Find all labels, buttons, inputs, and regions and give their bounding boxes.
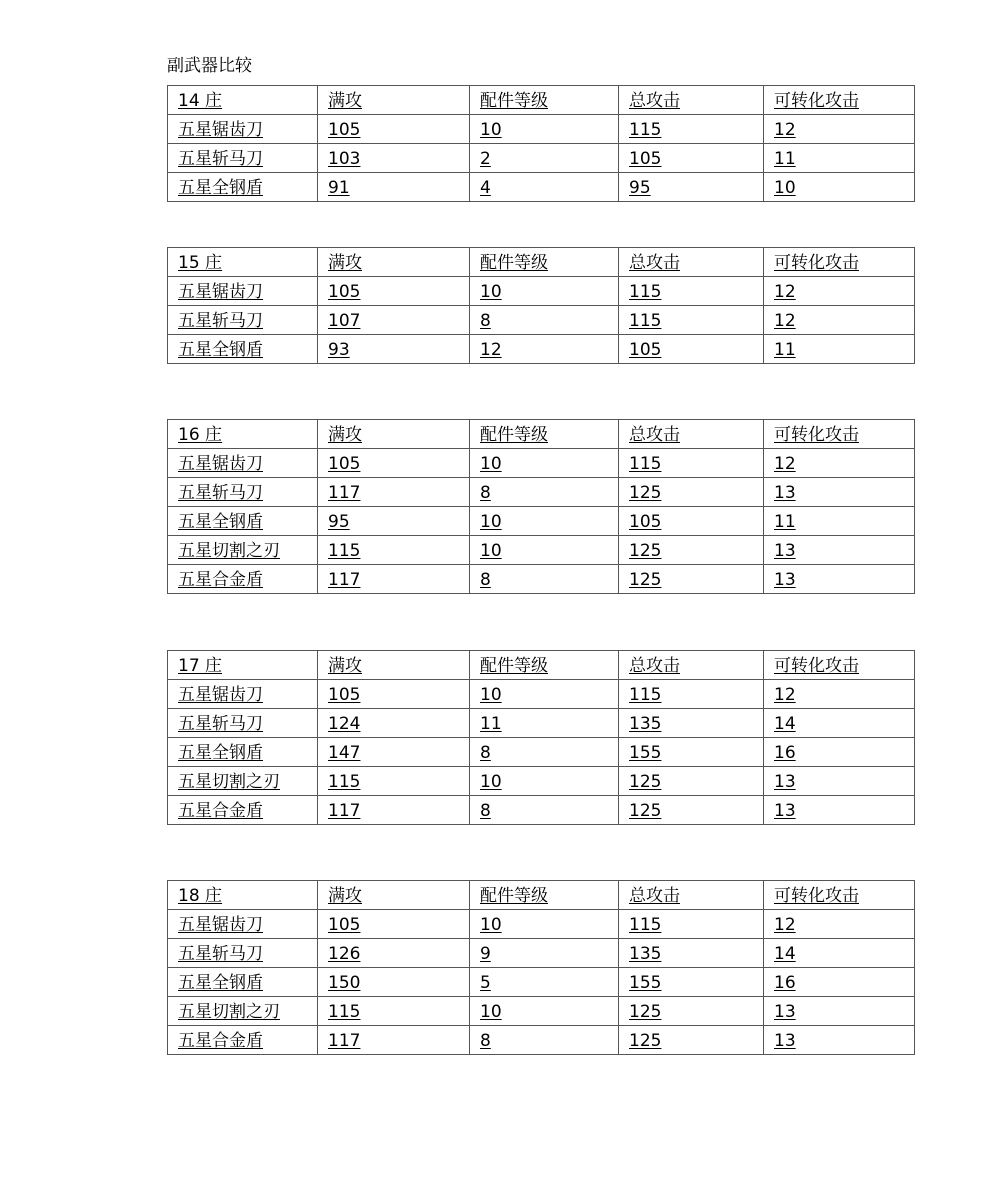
table-cell: [764, 335, 915, 364]
table-cell-text: 115: [629, 282, 662, 302]
header-cell: [470, 86, 619, 115]
table-cell-text: 五星切割之刃: [178, 772, 280, 792]
table-row: [168, 796, 915, 825]
table-cell: [764, 277, 915, 306]
table-cell: [764, 997, 915, 1026]
table-cell: [470, 796, 619, 825]
table-cell-text: 155: [629, 973, 662, 993]
header-cell-text: 14 庄: [178, 91, 223, 111]
table-cell-text: 五星切割之刃: [178, 541, 280, 561]
table-cell: [168, 115, 318, 144]
table-cell-text: 105: [328, 685, 361, 705]
table-cell-text: 125: [629, 772, 662, 792]
table-cell: [470, 968, 619, 997]
table-cell: [470, 449, 619, 478]
table-cell: [168, 796, 318, 825]
table-header-row: [168, 651, 915, 680]
table-row: [168, 115, 915, 144]
header-cell: [168, 248, 318, 277]
table-cell: [168, 335, 318, 364]
table-cell: [619, 796, 764, 825]
table-cell-text: 125: [629, 1031, 662, 1051]
table-cell: [619, 335, 764, 364]
table-cell-text: 5: [480, 973, 491, 993]
table-cell-text: 107: [328, 311, 361, 331]
table-cell-text: 五星斩马刀: [178, 149, 263, 169]
header-cell: [470, 248, 619, 277]
table-cell: [470, 709, 619, 738]
table-cell: [168, 507, 318, 536]
header-cell-text: 满攻: [328, 253, 362, 273]
table-cell-text: 11: [480, 714, 502, 734]
table-cell: [168, 536, 318, 565]
header-cell: [318, 651, 470, 680]
table-cell: [318, 277, 470, 306]
table-cell-text: 105: [328, 282, 361, 302]
table-cell: [764, 796, 915, 825]
table-cell: [619, 115, 764, 144]
header-cell: [168, 420, 318, 449]
table-cell: [168, 709, 318, 738]
table-cell: [470, 335, 619, 364]
table-cell-text: 103: [328, 149, 361, 169]
comparison-table: [167, 650, 915, 825]
table-cell: [619, 738, 764, 767]
table-cell-text: 105: [629, 340, 662, 360]
table-cell: [764, 738, 915, 767]
table-cell-text: 五星锯齿刀: [178, 120, 263, 140]
table-cell: [619, 144, 764, 173]
table-row: [168, 507, 915, 536]
table-cell-text: 10: [480, 120, 502, 140]
table-row: [168, 738, 915, 767]
table-cell: [470, 565, 619, 594]
header-cell: [318, 86, 470, 115]
table-cell-text: 105: [328, 120, 361, 140]
header-cell-text: 配件等级: [480, 253, 548, 273]
table-cell-text: 12: [774, 120, 796, 140]
table-cell: [470, 478, 619, 507]
table-cell: [318, 709, 470, 738]
table-cell-text: 13: [774, 1002, 796, 1022]
table-cell: [619, 997, 764, 1026]
table-cell-text: 五星全钢盾: [178, 340, 263, 360]
header-cell: [619, 881, 764, 910]
header-cell: [168, 651, 318, 680]
table-cell: [318, 796, 470, 825]
table-cell-text: 8: [480, 311, 491, 331]
table-cell-text: 11: [774, 512, 796, 532]
table-cell-text: 11: [774, 149, 796, 169]
table-cell-text: 五星合金盾: [178, 570, 263, 590]
table-cell-text: 95: [629, 178, 651, 198]
table-cell-text: 10: [480, 1002, 502, 1022]
table-cell: [764, 565, 915, 594]
table-cell-text: 2: [480, 149, 491, 169]
table-row: [168, 335, 915, 364]
table-cell-text: 105: [629, 149, 662, 169]
header-cell: [619, 420, 764, 449]
table-row: [168, 565, 915, 594]
table-cell-text: 4: [480, 178, 491, 198]
header-cell-text: 配件等级: [480, 656, 548, 676]
table-cell: [470, 306, 619, 335]
header-cell: [764, 881, 915, 910]
table-cell: [318, 680, 470, 709]
table-cell: [619, 709, 764, 738]
header-cell-text: 可转化攻击: [774, 886, 859, 906]
table-cell-text: 155: [629, 743, 662, 763]
header-cell-text: 总攻击: [629, 253, 680, 273]
table-cell: [764, 968, 915, 997]
table-row: [168, 997, 915, 1026]
header-cell: [470, 420, 619, 449]
table-cell-text: 五星全钢盾: [178, 512, 263, 532]
table-cell: [619, 449, 764, 478]
table-cell-text: 115: [328, 541, 361, 561]
header-cell-text: 满攻: [328, 425, 362, 445]
comparison-table: [167, 85, 915, 202]
table-cell-text: 10: [480, 541, 502, 561]
table-row: [168, 968, 915, 997]
table-cell: [168, 910, 318, 939]
table-cell-text: 五星锯齿刀: [178, 915, 263, 935]
table-cell: [318, 939, 470, 968]
table-cell-text: 147: [328, 743, 361, 763]
table-cell: [318, 565, 470, 594]
table-cell: [318, 478, 470, 507]
header-cell: [470, 881, 619, 910]
table-cell-text: 93: [328, 340, 350, 360]
table-row: [168, 478, 915, 507]
table-cell: [168, 478, 318, 507]
table-row: [168, 1026, 915, 1055]
table-cell-text: 五星锯齿刀: [178, 685, 263, 705]
table-cell-text: 五星斩马刀: [178, 483, 263, 503]
table-cell-text: 16: [774, 743, 796, 763]
header-cell: [318, 881, 470, 910]
table-cell: [470, 738, 619, 767]
table-cell-text: 115: [629, 454, 662, 474]
table-cell: [168, 144, 318, 173]
header-cell-text: 17 庄: [178, 656, 223, 676]
table-cell-text: 五星合金盾: [178, 1031, 263, 1051]
table-cell: [764, 1026, 915, 1055]
table-cell-text: 135: [629, 714, 662, 734]
header-cell-text: 15 庄: [178, 253, 223, 273]
table-cell: [764, 680, 915, 709]
table-cell: [764, 536, 915, 565]
table-cell-text: 12: [774, 685, 796, 705]
table-cell: [764, 939, 915, 968]
table-row: [168, 536, 915, 565]
table-cell: [168, 968, 318, 997]
table-cell: [168, 306, 318, 335]
table-cell: [318, 767, 470, 796]
table-cell: [619, 1026, 764, 1055]
table-cell: [764, 306, 915, 335]
table-cell: [318, 449, 470, 478]
table-cell-text: 13: [774, 570, 796, 590]
table-row: [168, 144, 915, 173]
header-cell-text: 16 庄: [178, 425, 223, 445]
table-cell-text: 13: [774, 772, 796, 792]
table-cell: [318, 1026, 470, 1055]
table-cell-text: 13: [774, 483, 796, 503]
header-cell: [168, 881, 318, 910]
table-cell: [764, 478, 915, 507]
comparison-table: [167, 247, 915, 364]
table-cell: [168, 767, 318, 796]
header-cell: [764, 420, 915, 449]
table-cell: [470, 173, 619, 202]
table-cell: [168, 680, 318, 709]
table-cell-text: 95: [328, 512, 350, 532]
table-cell-text: 125: [629, 1002, 662, 1022]
table-cell: [168, 173, 318, 202]
table-cell: [619, 565, 764, 594]
header-cell: [318, 420, 470, 449]
table-row: [168, 277, 915, 306]
header-cell: [470, 651, 619, 680]
table-cell-text: 10: [774, 178, 796, 198]
comparison-table: [167, 880, 915, 1055]
table-cell-text: 125: [629, 483, 662, 503]
table-cell: [168, 449, 318, 478]
table-cell-text: 五星锯齿刀: [178, 282, 263, 302]
table-cell-text: 150: [328, 973, 361, 993]
table-cell-text: 8: [480, 483, 491, 503]
header-cell: [764, 86, 915, 115]
table-cell-text: 125: [629, 801, 662, 821]
table-cell: [318, 144, 470, 173]
table-cell: [318, 306, 470, 335]
header-cell-text: 18 庄: [178, 886, 223, 906]
table-row: [168, 173, 915, 202]
table-cell: [764, 507, 915, 536]
table-cell-text: 10: [480, 915, 502, 935]
table-cell: [619, 968, 764, 997]
header-cell-text: 满攻: [328, 656, 362, 676]
table-cell-text: 五星斩马刀: [178, 311, 263, 331]
comparison-table: [167, 419, 915, 594]
header-cell-text: 总攻击: [629, 425, 680, 445]
table-cell: [470, 536, 619, 565]
table-row: [168, 709, 915, 738]
table-cell: [168, 277, 318, 306]
table-cell-text: 10: [480, 282, 502, 302]
table-cell: [318, 115, 470, 144]
table-cell-text: 14: [774, 944, 796, 964]
table-cell-text: 117: [328, 570, 361, 590]
table-cell: [470, 144, 619, 173]
table-cell-text: 8: [480, 570, 491, 590]
table-cell: [318, 173, 470, 202]
header-cell: [318, 248, 470, 277]
table-cell: [318, 997, 470, 1026]
table-cell-text: 12: [480, 340, 502, 360]
table-cell-text: 五星切割之刃: [178, 1002, 280, 1022]
table-cell: [318, 335, 470, 364]
table-cell-text: 五星斩马刀: [178, 714, 263, 734]
table-header-row: [168, 420, 915, 449]
table-cell: [764, 144, 915, 173]
table-cell-text: 8: [480, 1031, 491, 1051]
table-row: [168, 680, 915, 709]
table-cell: [470, 1026, 619, 1055]
table-row: [168, 449, 915, 478]
table-cell-text: 117: [328, 801, 361, 821]
table-cell: [619, 507, 764, 536]
table-cell: [168, 738, 318, 767]
table-cell-text: 117: [328, 1031, 361, 1051]
table-cell-text: 13: [774, 541, 796, 561]
table-cell: [619, 277, 764, 306]
table-cell: [764, 767, 915, 796]
table-cell-text: 10: [480, 512, 502, 532]
table-cell-text: 14: [774, 714, 796, 734]
table-cell-text: 105: [328, 915, 361, 935]
table-cell-text: 五星全钢盾: [178, 743, 263, 763]
table-cell-text: 10: [480, 685, 502, 705]
table-cell: [764, 173, 915, 202]
table-cell: [470, 997, 619, 1026]
table-cell-text: 115: [629, 915, 662, 935]
table-cell-text: 115: [328, 1002, 361, 1022]
header-cell-text: 配件等级: [480, 886, 548, 906]
table-row: [168, 767, 915, 796]
table-cell-text: 11: [774, 340, 796, 360]
table-cell-text: 13: [774, 1031, 796, 1051]
table-cell: [318, 968, 470, 997]
table-cell: [619, 680, 764, 709]
header-cell-text: 总攻击: [629, 886, 680, 906]
header-cell: [619, 651, 764, 680]
table-cell-text: 9: [480, 944, 491, 964]
table-cell-text: 117: [328, 483, 361, 503]
table-cell-text: 五星合金盾: [178, 801, 263, 821]
table-cell-text: 115: [328, 772, 361, 792]
header-cell-text: 可转化攻击: [774, 253, 859, 273]
table-cell: [318, 738, 470, 767]
table-cell: [470, 680, 619, 709]
table-cell-text: 12: [774, 311, 796, 331]
table-header-row: [168, 86, 915, 115]
table-cell-text: 五星全钢盾: [178, 973, 263, 993]
table-header-row: [168, 248, 915, 277]
header-cell-text: 配件等级: [480, 425, 548, 445]
table-cell: [764, 910, 915, 939]
table-header-row: [168, 881, 915, 910]
table-cell-text: 五星锯齿刀: [178, 454, 263, 474]
header-cell: [168, 86, 318, 115]
table-cell: [619, 173, 764, 202]
table-cell: [470, 939, 619, 968]
table-cell-text: 五星全钢盾: [178, 178, 263, 198]
table-cell-text: 12: [774, 454, 796, 474]
table-cell-text: 8: [480, 743, 491, 763]
header-cell-text: 配件等级: [480, 91, 548, 111]
table-cell: [619, 306, 764, 335]
table-cell-text: 91: [328, 178, 350, 198]
table-cell: [318, 507, 470, 536]
header-cell-text: 可转化攻击: [774, 425, 859, 445]
table-cell-text: 105: [629, 512, 662, 532]
header-cell: [619, 248, 764, 277]
table-cell-text: 12: [774, 282, 796, 302]
table-cell: [318, 910, 470, 939]
table-cell-text: 五星斩马刀: [178, 944, 263, 964]
table-cell: [168, 939, 318, 968]
table-cell-text: 135: [629, 944, 662, 964]
table-cell-text: 115: [629, 311, 662, 331]
table-cell: [619, 478, 764, 507]
table-cell: [470, 767, 619, 796]
table-cell: [764, 709, 915, 738]
table-cell-text: 115: [629, 685, 662, 705]
header-cell-text: 总攻击: [629, 656, 680, 676]
table-cell-text: 10: [480, 772, 502, 792]
table-cell-text: 126: [328, 944, 361, 964]
table-cell: [764, 449, 915, 478]
table-cell: [168, 1026, 318, 1055]
table-cell-text: 8: [480, 801, 491, 821]
header-cell-text: 满攻: [328, 91, 362, 111]
table-cell: [470, 115, 619, 144]
table-cell-text: 13: [774, 801, 796, 821]
table-cell: [168, 565, 318, 594]
table-row: [168, 910, 915, 939]
table-cell-text: 16: [774, 973, 796, 993]
header-cell: [764, 651, 915, 680]
table-cell: [619, 536, 764, 565]
document-title: 副武器比较: [167, 56, 252, 76]
table-cell-text: 115: [629, 120, 662, 140]
table-cell: [619, 939, 764, 968]
table-cell-text: 124: [328, 714, 361, 734]
table-row: [168, 306, 915, 335]
table-cell-text: 105: [328, 454, 361, 474]
table-cell: [470, 507, 619, 536]
table-cell-text: 10: [480, 454, 502, 474]
header-cell-text: 可转化攻击: [774, 91, 859, 111]
table-cell: [470, 277, 619, 306]
header-cell-text: 总攻击: [629, 91, 680, 111]
table-row: [168, 939, 915, 968]
table-cell: [318, 536, 470, 565]
table-cell: [764, 115, 915, 144]
table-cell: [619, 767, 764, 796]
table-cell: [470, 910, 619, 939]
header-cell-text: 可转化攻击: [774, 656, 859, 676]
table-cell: [168, 997, 318, 1026]
header-cell: [619, 86, 764, 115]
table-cell-text: 125: [629, 570, 662, 590]
table-cell-text: 12: [774, 915, 796, 935]
header-cell-text: 满攻: [328, 886, 362, 906]
table-cell: [619, 910, 764, 939]
header-cell: [764, 248, 915, 277]
table-cell-text: 125: [629, 541, 662, 561]
